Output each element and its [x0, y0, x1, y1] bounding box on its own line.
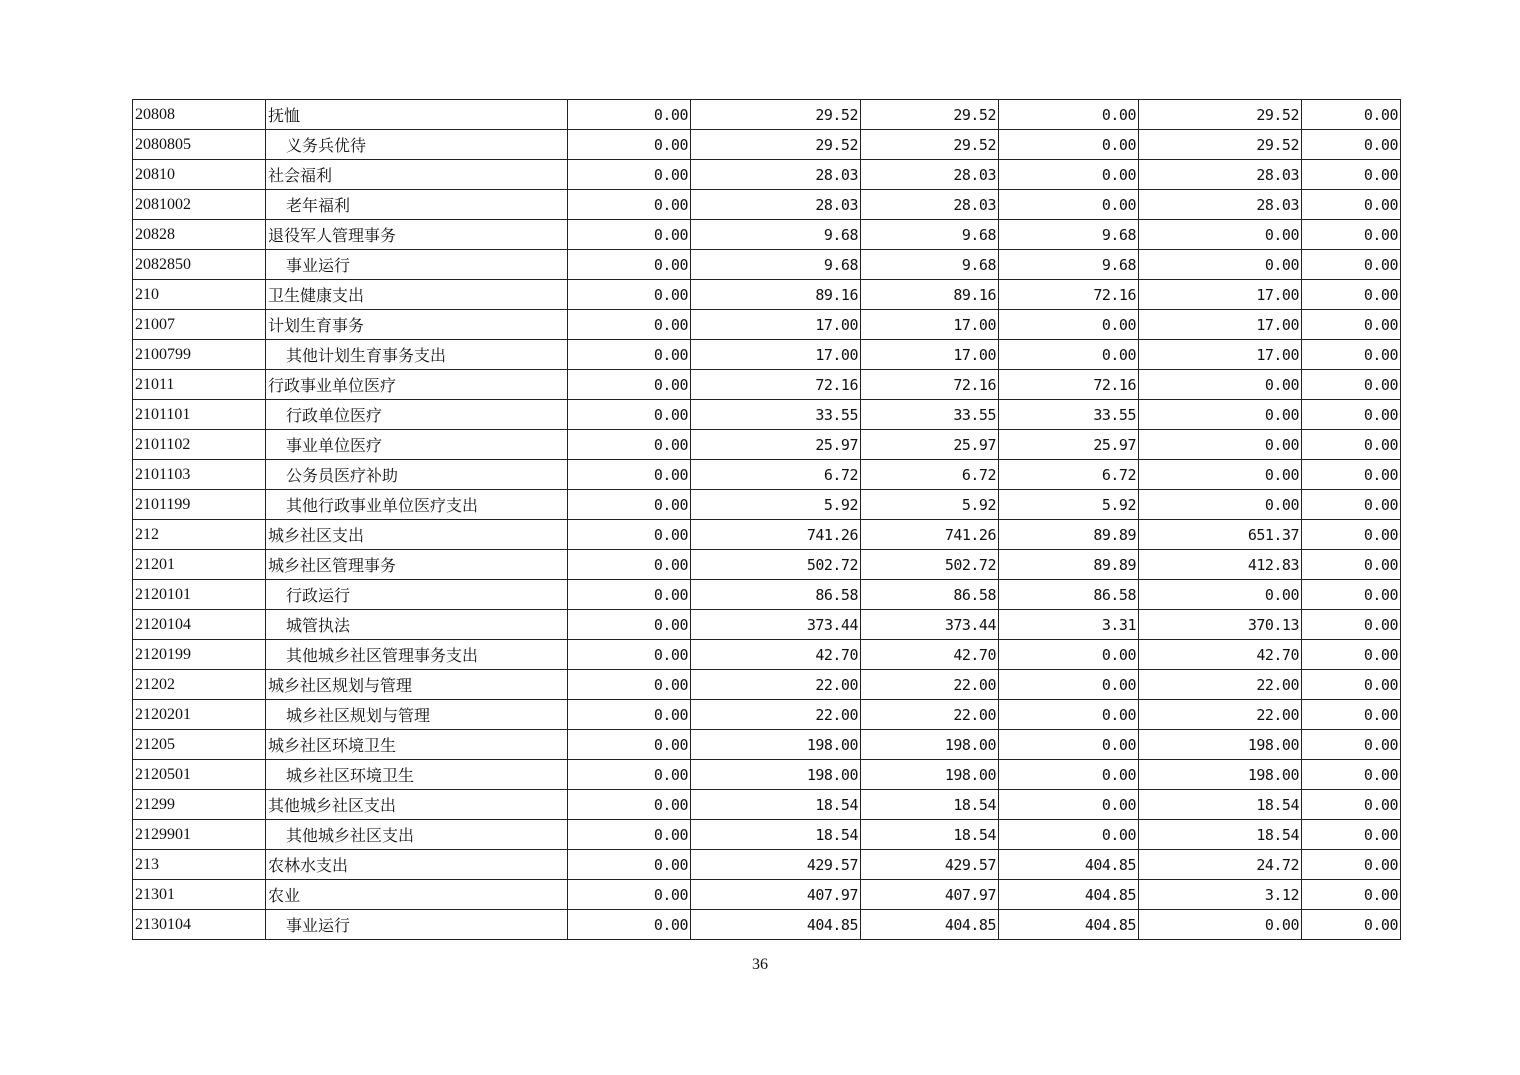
col-3-value: 0.00	[568, 490, 691, 520]
table-row	[133, 790, 1401, 820]
col-4-value: 429.57	[691, 850, 861, 880]
col-8-value: 0.00	[1302, 760, 1401, 790]
item-code: 20808	[133, 100, 266, 130]
item-name: 义务兵优待	[266, 130, 568, 160]
item-name: 城乡社区管理事务	[266, 550, 568, 580]
item-name: 农林水支出	[266, 850, 568, 880]
item-name: 行政运行	[266, 580, 568, 610]
table-row	[133, 190, 1401, 220]
col-3-value: 0.00	[568, 790, 691, 820]
col-8-value: 0.00	[1302, 610, 1401, 640]
col-3-value: 0.00	[568, 220, 691, 250]
col-4-value: 9.68	[691, 220, 861, 250]
item-code: 2120501	[133, 760, 266, 790]
col-8-value: 0.00	[1302, 880, 1401, 910]
col-7-value: 0.00	[1139, 460, 1302, 490]
col-8-value: 0.00	[1302, 160, 1401, 190]
item-code: 2129901	[133, 820, 266, 850]
col-4-value: 198.00	[691, 730, 861, 760]
table-row	[133, 220, 1401, 250]
col-7-value: 22.00	[1139, 670, 1302, 700]
col-7-value: 28.03	[1139, 190, 1302, 220]
item-name: 事业单位医疗	[266, 430, 568, 460]
table-row	[133, 850, 1401, 880]
col-6-value: 3.31	[999, 610, 1139, 640]
col-5-value: 407.97	[861, 880, 999, 910]
col-3-value: 0.00	[568, 160, 691, 190]
table-body	[133, 100, 1401, 940]
col-5-value: 25.97	[861, 430, 999, 460]
col-3-value: 0.00	[568, 670, 691, 700]
col-7-value: 28.03	[1139, 160, 1302, 190]
table-row	[133, 760, 1401, 790]
col-6-value: 0.00	[999, 160, 1139, 190]
col-7-value: 29.52	[1139, 130, 1302, 160]
col-4-value: 33.55	[691, 400, 861, 430]
table-row	[133, 100, 1401, 130]
col-5-value: 72.16	[861, 370, 999, 400]
col-3-value: 0.00	[568, 850, 691, 880]
col-5-value: 404.85	[861, 910, 999, 940]
col-4-value: 17.00	[691, 340, 861, 370]
col-5-value: 17.00	[861, 310, 999, 340]
item-code: 213	[133, 850, 266, 880]
col-7-value: 0.00	[1139, 580, 1302, 610]
col-6-value: 33.55	[999, 400, 1139, 430]
col-5-value: 28.03	[861, 190, 999, 220]
col-8-value: 0.00	[1302, 700, 1401, 730]
col-4-value: 22.00	[691, 700, 861, 730]
col-5-value: 18.54	[861, 790, 999, 820]
col-6-value: 404.85	[999, 880, 1139, 910]
item-name: 抚恤	[266, 100, 568, 130]
col-7-value: 651.37	[1139, 520, 1302, 550]
col-6-value: 5.92	[999, 490, 1139, 520]
col-4-value: 18.54	[691, 790, 861, 820]
table-row	[133, 340, 1401, 370]
col-4-value: 6.72	[691, 460, 861, 490]
col-8-value: 0.00	[1302, 370, 1401, 400]
item-name: 计划生育事务	[266, 310, 568, 340]
col-3-value: 0.00	[568, 760, 691, 790]
col-5-value: 198.00	[861, 730, 999, 760]
table-row	[133, 520, 1401, 550]
col-8-value: 0.00	[1302, 670, 1401, 700]
col-4-value: 198.00	[691, 760, 861, 790]
item-name: 城乡社区环境卫生	[266, 760, 568, 790]
col-7-value: 0.00	[1139, 220, 1302, 250]
item-code: 210	[133, 280, 266, 310]
table-row	[133, 820, 1401, 850]
page-number: 36	[752, 956, 768, 973]
col-6-value: 25.97	[999, 430, 1139, 460]
col-7-value: 0.00	[1139, 370, 1302, 400]
col-8-value: 0.00	[1302, 820, 1401, 850]
col-4-value: 28.03	[691, 190, 861, 220]
col-3-value: 0.00	[568, 100, 691, 130]
col-5-value: 9.68	[861, 250, 999, 280]
col-4-value: 502.72	[691, 550, 861, 580]
item-code: 2100799	[133, 340, 266, 370]
col-8-value: 0.00	[1302, 850, 1401, 880]
table-row	[133, 580, 1401, 610]
col-3-value: 0.00	[568, 130, 691, 160]
col-8-value: 0.00	[1302, 490, 1401, 520]
col-6-value: 0.00	[999, 310, 1139, 340]
item-code: 2130104	[133, 910, 266, 940]
col-4-value: 5.92	[691, 490, 861, 520]
col-3-value: 0.00	[568, 580, 691, 610]
col-3-value: 0.00	[568, 400, 691, 430]
col-6-value: 0.00	[999, 130, 1139, 160]
col-3-value: 0.00	[568, 190, 691, 220]
item-name: 行政事业单位医疗	[266, 370, 568, 400]
item-name: 城乡社区环境卫生	[266, 730, 568, 760]
col-7-value: 0.00	[1139, 250, 1302, 280]
col-3-value: 0.00	[568, 640, 691, 670]
col-8-value: 0.00	[1302, 220, 1401, 250]
col-5-value: 373.44	[861, 610, 999, 640]
col-5-value: 22.00	[861, 670, 999, 700]
col-8-value: 0.00	[1302, 580, 1401, 610]
col-4-value: 18.54	[691, 820, 861, 850]
col-4-value: 86.58	[691, 580, 861, 610]
col-7-value: 18.54	[1139, 820, 1302, 850]
col-8-value: 0.00	[1302, 100, 1401, 130]
item-code: 2080805	[133, 130, 266, 160]
col-6-value: 72.16	[999, 370, 1139, 400]
item-code: 2120101	[133, 580, 266, 610]
col-8-value: 0.00	[1302, 250, 1401, 280]
item-code: 21011	[133, 370, 266, 400]
col-3-value: 0.00	[568, 340, 691, 370]
table-row	[133, 700, 1401, 730]
col-5-value: 29.52	[861, 130, 999, 160]
col-3-value: 0.00	[568, 250, 691, 280]
col-8-value: 0.00	[1302, 430, 1401, 460]
table-row	[133, 640, 1401, 670]
table-row	[133, 130, 1401, 160]
col-7-value: 3.12	[1139, 880, 1302, 910]
item-name: 事业运行	[266, 910, 568, 940]
item-name: 其他城乡社区支出	[266, 790, 568, 820]
col-8-value: 0.00	[1302, 190, 1401, 220]
col-7-value: 198.00	[1139, 760, 1302, 790]
col-5-value: 29.52	[861, 100, 999, 130]
col-6-value: 89.89	[999, 520, 1139, 550]
col-5-value: 42.70	[861, 640, 999, 670]
col-7-value: 42.70	[1139, 640, 1302, 670]
col-4-value: 89.16	[691, 280, 861, 310]
col-7-value: 24.72	[1139, 850, 1302, 880]
item-code: 2101103	[133, 460, 266, 490]
col-6-value: 72.16	[999, 280, 1139, 310]
col-4-value: 9.68	[691, 250, 861, 280]
col-7-value: 0.00	[1139, 910, 1302, 940]
item-name: 城乡社区支出	[266, 520, 568, 550]
col-4-value: 407.97	[691, 880, 861, 910]
col-4-value: 404.85	[691, 910, 861, 940]
col-7-value: 29.52	[1139, 100, 1302, 130]
col-6-value: 0.00	[999, 760, 1139, 790]
col-4-value: 22.00	[691, 670, 861, 700]
col-3-value: 0.00	[568, 370, 691, 400]
col-5-value: 28.03	[861, 160, 999, 190]
col-5-value: 9.68	[861, 220, 999, 250]
item-name: 老年福利	[266, 190, 568, 220]
item-code: 21007	[133, 310, 266, 340]
item-name: 公务员医疗补助	[266, 460, 568, 490]
item-code: 20810	[133, 160, 266, 190]
col-4-value: 25.97	[691, 430, 861, 460]
item-name: 其他行政事业单位医疗支出	[266, 490, 568, 520]
table-row	[133, 280, 1401, 310]
col-4-value: 29.52	[691, 130, 861, 160]
col-8-value: 0.00	[1302, 550, 1401, 580]
col-5-value: 22.00	[861, 700, 999, 730]
col-7-value: 412.83	[1139, 550, 1302, 580]
col-4-value: 29.52	[691, 100, 861, 130]
item-code: 2120199	[133, 640, 266, 670]
item-name: 其他城乡社区支出	[266, 820, 568, 850]
item-name: 社会福利	[266, 160, 568, 190]
table-row	[133, 730, 1401, 760]
col-3-value: 0.00	[568, 700, 691, 730]
item-code: 21301	[133, 880, 266, 910]
item-code: 212	[133, 520, 266, 550]
item-code: 20828	[133, 220, 266, 250]
col-6-value: 0.00	[999, 670, 1139, 700]
col-3-value: 0.00	[568, 280, 691, 310]
item-code: 2082850	[133, 250, 266, 280]
table-row	[133, 250, 1401, 280]
col-4-value: 741.26	[691, 520, 861, 550]
table-row	[133, 460, 1401, 490]
table-row	[133, 400, 1401, 430]
item-code: 2101101	[133, 400, 266, 430]
item-name: 退役军人管理事务	[266, 220, 568, 250]
col-5-value: 198.00	[861, 760, 999, 790]
item-code: 21202	[133, 670, 266, 700]
col-3-value: 0.00	[568, 310, 691, 340]
col-5-value: 89.16	[861, 280, 999, 310]
col-8-value: 0.00	[1302, 400, 1401, 430]
col-7-value: 198.00	[1139, 730, 1302, 760]
col-7-value: 0.00	[1139, 400, 1302, 430]
col-3-value: 0.00	[568, 820, 691, 850]
col-3-value: 0.00	[568, 610, 691, 640]
col-6-value: 6.72	[999, 460, 1139, 490]
item-code: 2081002	[133, 190, 266, 220]
col-8-value: 0.00	[1302, 280, 1401, 310]
col-5-value: 33.55	[861, 400, 999, 430]
col-7-value: 18.54	[1139, 790, 1302, 820]
item-code: 2120104	[133, 610, 266, 640]
col-7-value: 0.00	[1139, 430, 1302, 460]
item-name: 事业运行	[266, 250, 568, 280]
item-name: 农业	[266, 880, 568, 910]
col-6-value: 89.89	[999, 550, 1139, 580]
col-3-value: 0.00	[568, 730, 691, 760]
col-3-value: 0.00	[568, 910, 691, 940]
col-8-value: 0.00	[1302, 310, 1401, 340]
col-8-value: 0.00	[1302, 730, 1401, 760]
col-5-value: 18.54	[861, 820, 999, 850]
col-8-value: 0.00	[1302, 460, 1401, 490]
col-7-value: 17.00	[1139, 340, 1302, 370]
col-5-value: 6.72	[861, 460, 999, 490]
item-code: 21299	[133, 790, 266, 820]
col-5-value: 86.58	[861, 580, 999, 610]
col-7-value: 22.00	[1139, 700, 1302, 730]
item-name: 城乡社区规划与管理	[266, 670, 568, 700]
item-name: 城管执法	[266, 610, 568, 640]
table-row	[133, 670, 1401, 700]
col-4-value: 373.44	[691, 610, 861, 640]
item-name: 其他城乡社区管理事务支出	[266, 640, 568, 670]
item-name: 其他计划生育事务支出	[266, 340, 568, 370]
item-code: 2101102	[133, 430, 266, 460]
col-6-value: 404.85	[999, 910, 1139, 940]
col-4-value: 28.03	[691, 160, 861, 190]
col-3-value: 0.00	[568, 550, 691, 580]
col-6-value: 404.85	[999, 850, 1139, 880]
col-5-value: 741.26	[861, 520, 999, 550]
col-6-value: 0.00	[999, 340, 1139, 370]
col-4-value: 72.16	[691, 370, 861, 400]
col-6-value: 0.00	[999, 100, 1139, 130]
item-name: 行政单位医疗	[266, 400, 568, 430]
col-7-value: 370.13	[1139, 610, 1302, 640]
col-6-value: 0.00	[999, 790, 1139, 820]
col-3-value: 0.00	[568, 460, 691, 490]
table-row	[133, 880, 1401, 910]
table-row	[133, 310, 1401, 340]
col-4-value: 17.00	[691, 310, 861, 340]
col-6-value: 0.00	[999, 640, 1139, 670]
col-3-value: 0.00	[568, 880, 691, 910]
col-4-value: 42.70	[691, 640, 861, 670]
col-6-value: 0.00	[999, 700, 1139, 730]
col-8-value: 0.00	[1302, 910, 1401, 940]
table-row	[133, 160, 1401, 190]
col-7-value: 17.00	[1139, 310, 1302, 340]
item-code: 2101199	[133, 490, 266, 520]
item-code: 21205	[133, 730, 266, 760]
col-6-value: 86.58	[999, 580, 1139, 610]
item-name: 城乡社区规划与管理	[266, 700, 568, 730]
budget-table	[132, 99, 1401, 940]
col-5-value: 502.72	[861, 550, 999, 580]
col-6-value: 0.00	[999, 730, 1139, 760]
col-8-value: 0.00	[1302, 640, 1401, 670]
table-row	[133, 550, 1401, 580]
table-row	[133, 910, 1401, 940]
table-row	[133, 490, 1401, 520]
col-7-value: 17.00	[1139, 280, 1302, 310]
table-row	[133, 430, 1401, 460]
col-6-value: 9.68	[999, 220, 1139, 250]
item-code: 21201	[133, 550, 266, 580]
item-code: 2120201	[133, 700, 266, 730]
col-8-value: 0.00	[1302, 340, 1401, 370]
col-8-value: 0.00	[1302, 520, 1401, 550]
col-3-value: 0.00	[568, 520, 691, 550]
table-row	[133, 610, 1401, 640]
col-3-value: 0.00	[568, 430, 691, 460]
col-5-value: 5.92	[861, 490, 999, 520]
col-5-value: 17.00	[861, 340, 999, 370]
table-row	[133, 370, 1401, 400]
col-6-value: 0.00	[999, 820, 1139, 850]
col-7-value: 0.00	[1139, 490, 1302, 520]
item-name: 卫生健康支出	[266, 280, 568, 310]
col-8-value: 0.00	[1302, 130, 1401, 160]
col-6-value: 9.68	[999, 250, 1139, 280]
col-8-value: 0.00	[1302, 790, 1401, 820]
col-6-value: 0.00	[999, 190, 1139, 220]
col-5-value: 429.57	[861, 850, 999, 880]
